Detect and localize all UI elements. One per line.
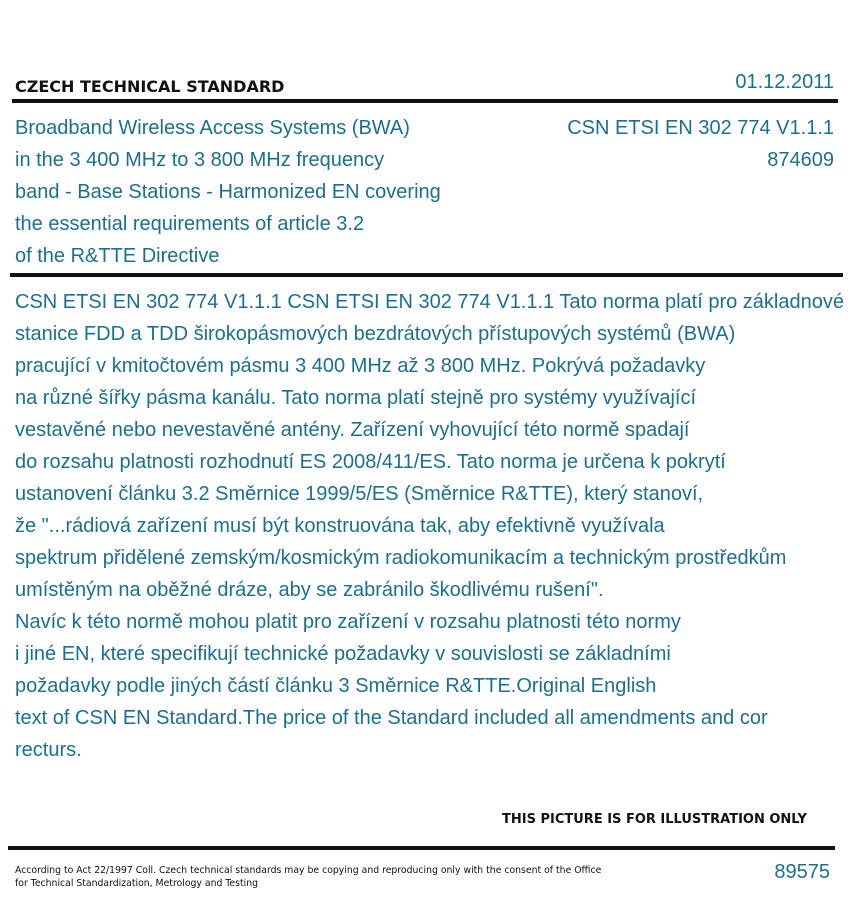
description-line: text of CSN EN Standard.The price of the Standard included all amendments and cor [15,707,768,729]
standard-code: CSN ETSI EN 302 774 V1.1.1 [567,117,834,139]
middle-divider [10,273,843,277]
bottom-divider [8,846,835,850]
title-line: Broadband Wireless Access Systems (BWA) [15,117,410,139]
description-line: i jiné EN, které specifikují technické požadavky v souvislosti se základními [15,643,671,665]
footer-note-line: for Technical Standardization, Metrology and Testing [15,878,259,889]
description-line: Navíc k této normě mohou platit pro zařízení v rozsahu platnosti této normy [15,611,681,633]
title-line: in the 3 400 MHz to 3 800 MHz frequency [15,149,385,171]
title-line: the essential requirements of article 3.2 [15,213,365,235]
description-line: stanice FDD a TDD širokopásmových bezdrátových přístupových systémů (BWA) [15,323,736,345]
standard-identifiers [567,112,834,176]
standard-title [15,112,515,272]
title-line: of the R&TTE Directive [15,245,220,267]
description-line: do rozsahu platnosti rozhodnutí ES 2008/411/ES. Tato norma je určena k pokrytí [15,451,726,473]
description-line: požadavky podle jiných částí článku 3 Směrnice R&TTE.Original English [15,675,657,697]
description-line: že "...rádiová zařízení musí být konstruována tak, aby efektivně využívala [15,515,665,537]
description-line: vestavěné nebo nevestavěné antény. Zařízení vyhovující této normě spadají [15,419,690,441]
illustration-note: THIS PICTURE IS FOR ILLUSTRATION ONLY [502,812,807,827]
description-line: recturs. [15,739,82,761]
description-line: umístěným na oběžné dráze, aby se zabránilo škodlivému rušení". [15,579,604,601]
footer-legal-note [15,864,615,890]
description-line: CSN ETSI EN 302 774 V1.1.1 CSN ETSI EN 302 774 V1.1.1 Tato norma platí pro základnové [15,291,844,313]
description-line: ustanovení článku 3.2 Směrnice 1999/5/ES (Směrnice R&TTE), který stanoví, [15,483,704,505]
header-label: CZECH TECHNICAL STANDARD [15,77,285,96]
description-line: spektrum přidělené zemským/kosmickým radiokomunikacím a technickým prostředkům [15,547,787,569]
footer-note-line: According to Act 22/1997 Coll. Czech technical standards may be copying and reproducing only with the consent of the Office [15,865,602,876]
footer-number: 89575 [774,861,830,883]
description-line: na různé šířky pásma kanálu. Tato norma platí stejně pro systémy využívající [15,387,697,409]
catalog-number: 874609 [767,149,834,171]
header-date: 01.12.2011 [735,71,834,93]
top-divider [12,99,838,103]
title-line: band - Base Stations - Harmonized EN covering [15,181,441,203]
description-line: pracující v kmitočtovém pásmu 3 400 MHz až 3 800 MHz. Pokrývá požadavky [15,355,706,377]
standard-description [15,286,865,766]
